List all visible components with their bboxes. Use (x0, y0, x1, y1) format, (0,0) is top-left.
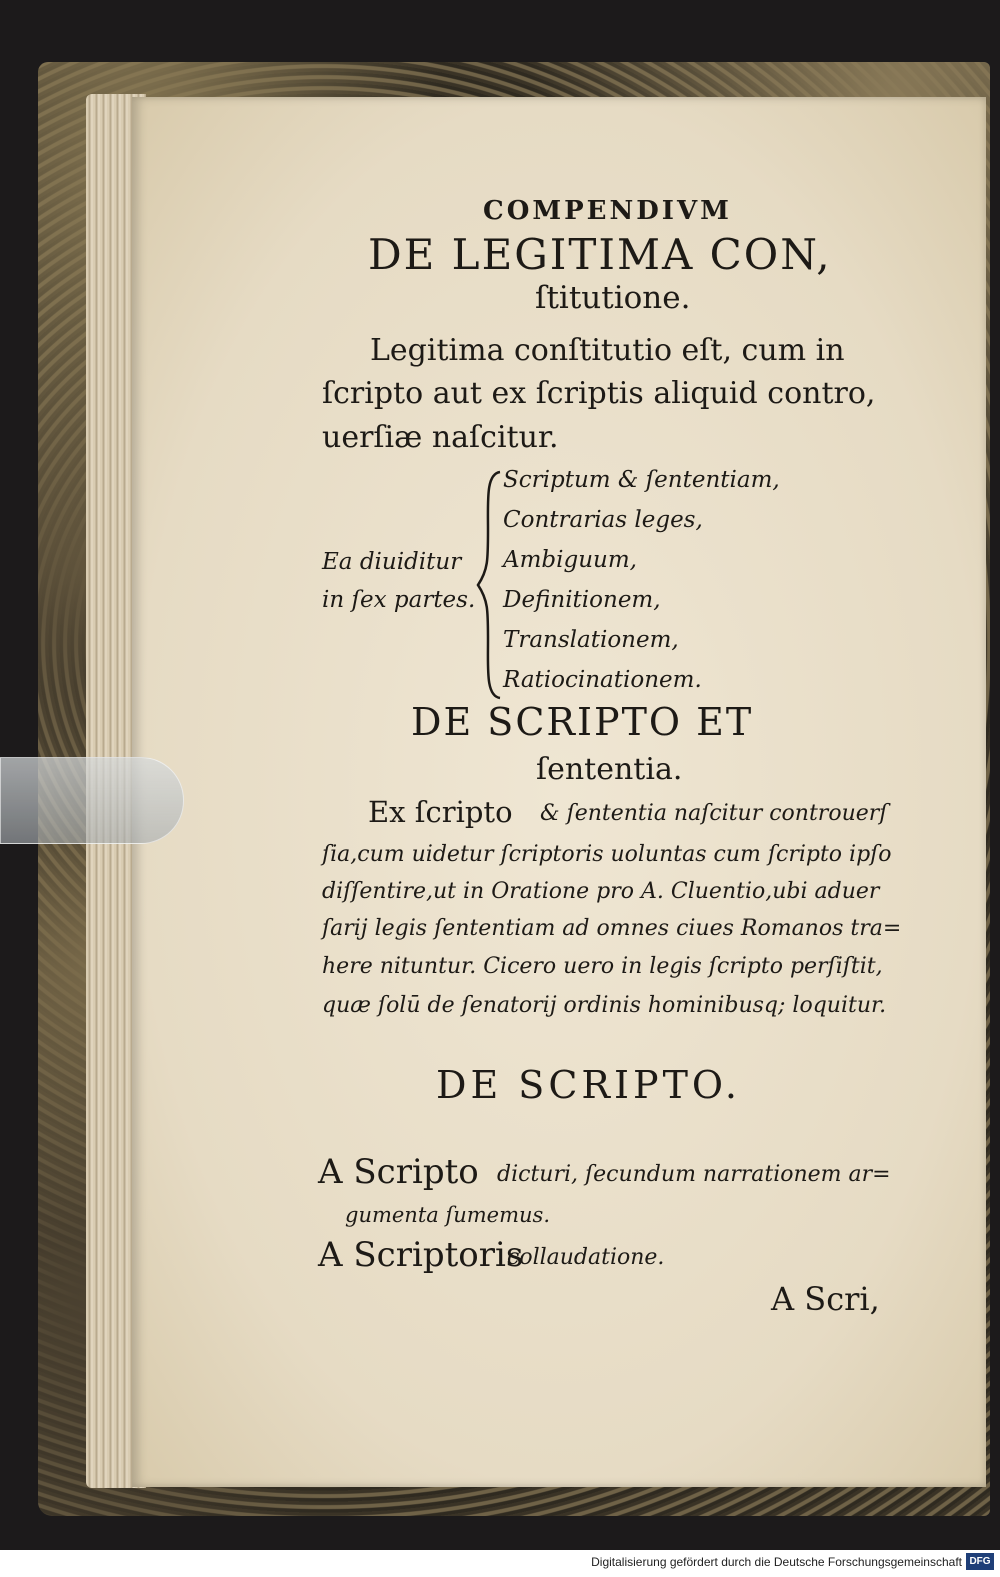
paragraph-start: Ex ſcripto (368, 795, 513, 829)
heading-scripto-et: DE SCRIPTO ET (411, 700, 754, 744)
entry-a-scripto-italic: dicturi, ſecundum narrationem ar= (497, 1162, 891, 1187)
catchword: A Scri, (771, 1280, 880, 1318)
paragraph-line: ſia,cum uidetur ſcriptoris uoluntas cum ſcripto ipſo (322, 842, 892, 867)
paragraph-line: diſſentire,ut in Oratione pro A. Cluentio,ubi aduer (322, 879, 880, 904)
part-item: Definitionem, (503, 587, 661, 613)
intro-line: Legitima conſtitutio eſt, cum in (370, 333, 845, 368)
paragraph-start-italic: & ſententia naſcitur controuerſ (540, 801, 888, 826)
heading-de-scripto: DE SCRIPTO. (436, 1063, 741, 1107)
part-item: Scriptum & ſententiam, (503, 467, 780, 493)
part-item: Ambiguum, (503, 547, 637, 573)
part-item: Translationem, (503, 627, 679, 653)
division-label: Ea diuiditur (322, 549, 462, 575)
intro-line: ſcripto aut ex ſcriptis aliquid contro, (322, 376, 876, 411)
division-label: in ſex partes. (322, 587, 476, 613)
entry-a-scriptoris: A Scriptoris (318, 1235, 524, 1275)
curly-brace (474, 470, 510, 700)
part-item: Ratiocinationem. (503, 667, 702, 693)
entry-a-scripto: A Scripto (318, 1152, 479, 1192)
paragraph-line: quæ ſolū de ſenatorij ordinis hominibusq; loquitur. (322, 993, 887, 1018)
paragraph-line: ſarij legis ſententiam ad omnes ciues Romanos tra= (322, 916, 902, 941)
running-title: COMPENDIVM (483, 196, 732, 226)
intro-line: uerſiæ naſcitur. (322, 420, 559, 455)
entry-a-scriptoris-italic: collaudatione. (507, 1245, 665, 1270)
page-turn-tab[interactable] (0, 757, 184, 844)
paragraph-line: here nituntur. Cicero uero in legis ſcripto perſiſtit, (322, 954, 883, 979)
entry-a-scripto-cont: gumenta ſumemus. (345, 1203, 550, 1227)
part-item: Contrarias leges, (503, 507, 703, 533)
dfg-logo: DFG (966, 1553, 994, 1570)
heading-legitima: DE LEGITIMA CON, (368, 230, 832, 279)
footer-credit: Digitalisierung gefördert durch die Deutsche Forschungsgemeinschaft (591, 1555, 962, 1569)
heading-scripto-et-cont: ſententia. (536, 752, 683, 787)
heading-legitima-cont: ſtitutione. (535, 280, 691, 316)
